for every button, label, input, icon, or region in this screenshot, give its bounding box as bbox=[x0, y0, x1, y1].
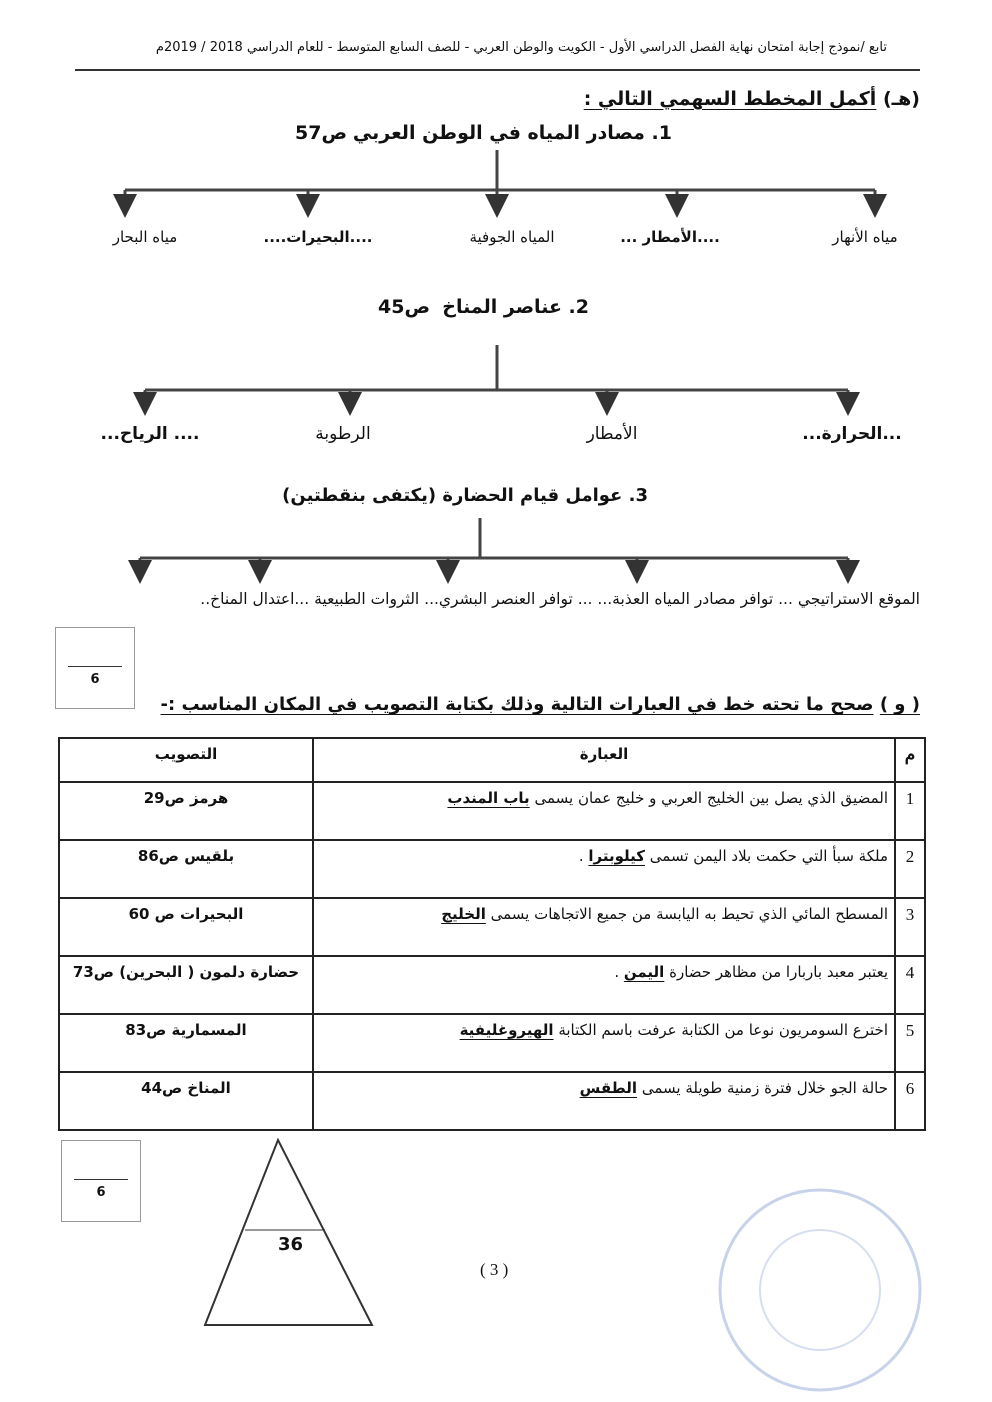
row-statement: المضيق الذي يصل بين الخليج العربي و خليج عمان يسمى باب المندب bbox=[313, 782, 895, 840]
chart2-item: .... الرياح... bbox=[100, 424, 200, 444]
row-correction: حضارة دلمون ( البحرين) ص73 bbox=[59, 956, 313, 1014]
chart1-item: ....البحيرات.... bbox=[263, 228, 373, 246]
row-correction: المسمارية ص83 bbox=[59, 1014, 313, 1072]
chart1-item: المياه الجوفية bbox=[469, 228, 555, 246]
chart3-items: الموقع الاستراتيجي ... توافر مصادر المياه العذبة... ... توافر العنصر البشري... الثروات الطبيعية ...اعتدال المناخ.. bbox=[200, 590, 920, 608]
row-correction: البحيرات ص 60 bbox=[59, 898, 313, 956]
school-stamp bbox=[720, 1190, 920, 1390]
underlined-term: اليمن bbox=[623, 963, 665, 981]
chart2-title: 2. عناصر المناخ bbox=[442, 296, 589, 318]
row-number: 3 bbox=[895, 898, 925, 956]
chart2-item: الرطوبة bbox=[315, 424, 371, 444]
chart1-item: ....الأمطار ... bbox=[620, 228, 720, 246]
table-row bbox=[59, 1072, 925, 1130]
chart1-title: 1. مصادر المياه في الوطن العربي bbox=[352, 122, 672, 144]
underlined-term: الطقس bbox=[579, 1079, 638, 1097]
score-box-1: 6 bbox=[55, 627, 135, 709]
row-correction: المناخ ص44 bbox=[59, 1072, 313, 1130]
row-number: 1 bbox=[895, 782, 925, 840]
chart1-item: مياه البحار bbox=[112, 228, 178, 246]
underlined-term: الخليج bbox=[441, 905, 486, 923]
row-number: 5 bbox=[895, 1014, 925, 1072]
page-header: تابع /نموذج إجابة امتحان نهاية الفصل الدراسي الأول - الكويت والوطن العربي - للصف السابع المتوسط - للعام الدراسي 2018 / 2019م bbox=[155, 40, 887, 55]
corrections-table bbox=[58, 737, 926, 1131]
row-statement: ملكة سبأ التي حكمت بلاد اليمن تسمى كيلوبترا . bbox=[313, 840, 895, 898]
row-statement: يعتبر معبد باربارا من مظاهر حضارة اليمن . bbox=[313, 956, 895, 1014]
underlined-term: باب المندب bbox=[447, 789, 530, 807]
chart2-page: ص45 bbox=[378, 296, 431, 318]
total-score: 36 bbox=[278, 1234, 304, 1255]
underlined-term: كيلوبترا bbox=[588, 847, 646, 865]
row-statement: المسطح المائي الذي تحيط به اليابسة من جميع الاتجاهات يسمى الخليج bbox=[313, 898, 895, 956]
row-number: 6 bbox=[895, 1072, 925, 1130]
table-row bbox=[59, 898, 925, 956]
row-correction: هرمز ص29 bbox=[59, 782, 313, 840]
table-row bbox=[59, 782, 925, 840]
chart3-title: 3. عوامل قيام الحضارة (يكتفى بنقطتين) bbox=[282, 485, 648, 506]
chart2-item: الأمطار bbox=[586, 424, 638, 444]
page-number: ( 3 ) bbox=[480, 1260, 509, 1279]
row-number: 4 bbox=[895, 956, 925, 1014]
chart2-item: ...الحرارة... bbox=[802, 424, 902, 444]
score-box-2: 6 bbox=[61, 1140, 141, 1222]
table-row bbox=[59, 1014, 925, 1072]
row-statement: اخترع السومريون نوعا من الكتابة عرفت باسم الكتابة الهيروغليفية bbox=[313, 1014, 895, 1072]
table-row bbox=[59, 956, 925, 1014]
row-number: 2 bbox=[895, 840, 925, 898]
section-h-heading: (هـ) أكمل المخطط السهمي التالي : bbox=[583, 88, 920, 110]
chart1-item: مياه الأنهار bbox=[832, 228, 898, 246]
table-row bbox=[59, 840, 925, 898]
chart1-page: ص57 bbox=[295, 122, 348, 144]
row-statement: حالة الجو خلال فترة زمنية طويلة يسمى الطقس bbox=[313, 1072, 895, 1130]
col-correction: التصويب bbox=[59, 738, 313, 782]
row-correction: بلقيس ص86 bbox=[59, 840, 313, 898]
col-number: م bbox=[895, 738, 925, 782]
underlined-term: الهيروغليفية bbox=[459, 1021, 554, 1039]
col-statement: العبارة bbox=[313, 738, 895, 782]
section-w-heading: ( و ) صحح ما تحته خط في العبارات التالية وذلك بكتابة التصويب في المكان المناسب :- bbox=[160, 694, 920, 715]
